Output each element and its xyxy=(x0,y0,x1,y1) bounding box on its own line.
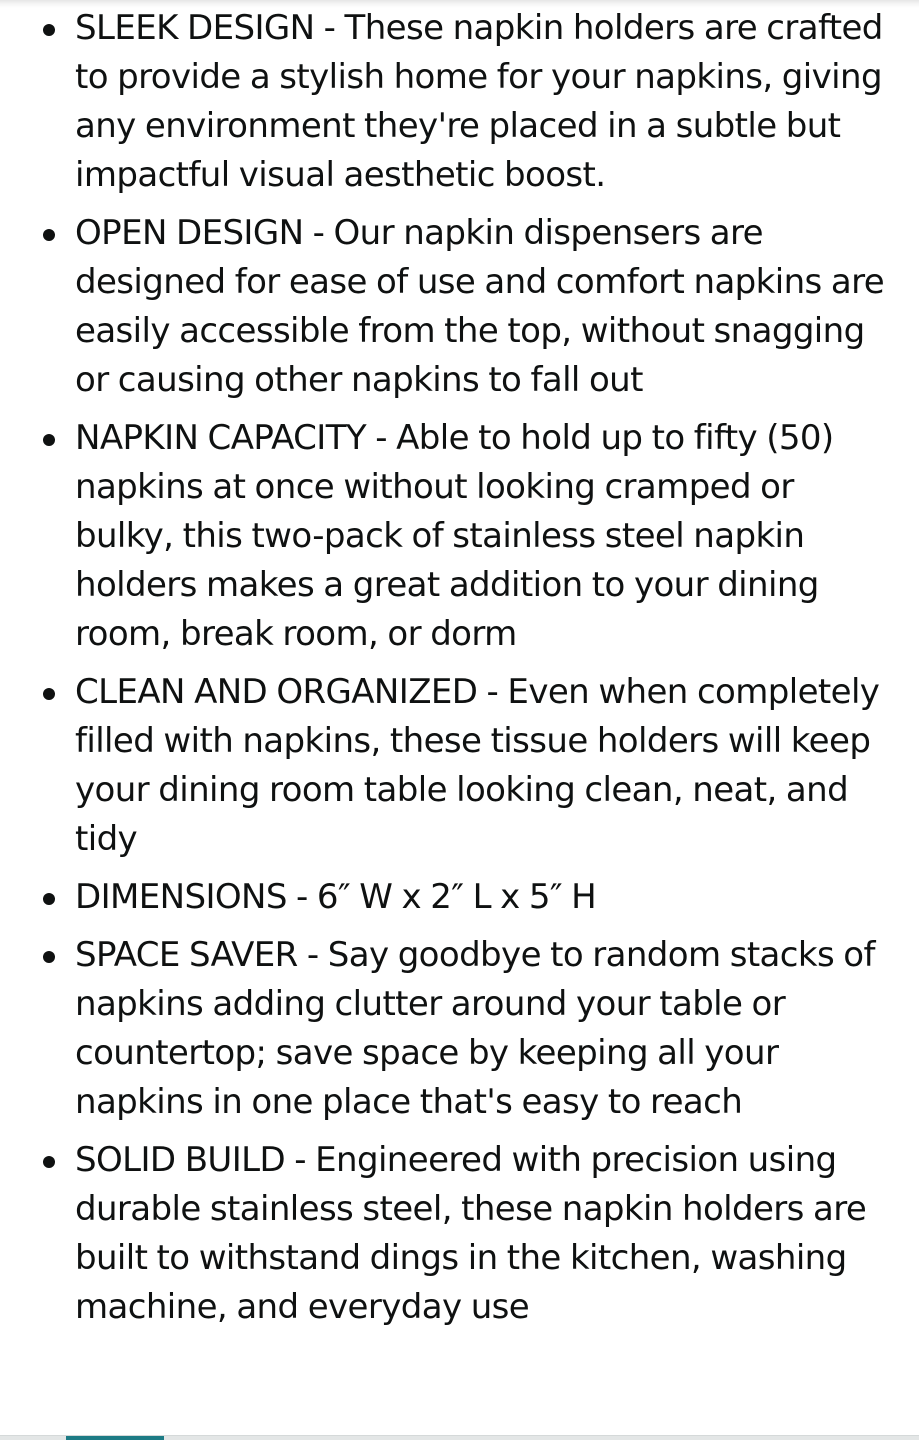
horizontal-scrollbar-thumb[interactable] xyxy=(66,1436,164,1440)
feature-bullet-solid-build xyxy=(0,1136,919,1332)
feature-bullet-text: CLEAN AND ORGANIZED - Even when completely filled with napkins, these tissue holders will keep your dining room table looking clean, neat, and tidy xyxy=(75,672,880,859)
feature-bullet-clean-and-organized xyxy=(0,668,919,864)
horizontal-scrollbar-track[interactable] xyxy=(0,1435,919,1440)
feature-bullet-dimensions xyxy=(0,873,919,922)
feature-bullet-text: SOLID BUILD - Engineered with precision using durable stainless steel, these napkin holders are built to withstand dings in the kitchen, washing machine, and everyday use xyxy=(75,1140,867,1327)
bullet-dot-icon xyxy=(43,951,55,963)
feature-bullet-napkin-capacity xyxy=(0,414,919,659)
feature-bullet-text: DIMENSIONS - 6″ W x 2″ L x 5″ H xyxy=(75,877,597,917)
feature-bullet-text: OPEN DESIGN - Our napkin dispensers are designed for ease of use and comfort napkins are easily accessible from the top, without snagging or causing other napkins to fall out xyxy=(75,213,885,400)
bullet-dot-icon xyxy=(43,434,55,446)
feature-bullet-open-design xyxy=(0,209,919,405)
bullet-dot-icon xyxy=(43,229,55,241)
feature-bullet-text: SPACE SAVER - Say goodbye to random stacks of napkins adding clutter around your table or countertop; save space by keeping all your napkins in one place that's easy to reach xyxy=(75,935,875,1122)
feature-bullet-list xyxy=(0,4,919,1341)
feature-bullet-text: NAPKIN CAPACITY - Able to hold up to fifty (50) napkins at once without looking cramped or bulky, this two-pack of stainless steel napkin holders makes a great addition to your dining room, break room, or dorm xyxy=(75,418,834,654)
bullet-dot-icon xyxy=(43,1156,55,1168)
feature-bullet-text: SLEEK DESIGN - These napkin holders are crafted to provide a stylish home for your napkins, giving any environment they're placed in a subtle but impactful visual aesthetic boost. xyxy=(75,8,883,195)
bullet-dot-icon xyxy=(43,893,55,905)
feature-bullet-sleek-design xyxy=(0,4,919,200)
bullet-dot-icon xyxy=(43,24,55,36)
bullet-dot-icon xyxy=(43,688,55,700)
feature-bullet-space-saver xyxy=(0,931,919,1127)
